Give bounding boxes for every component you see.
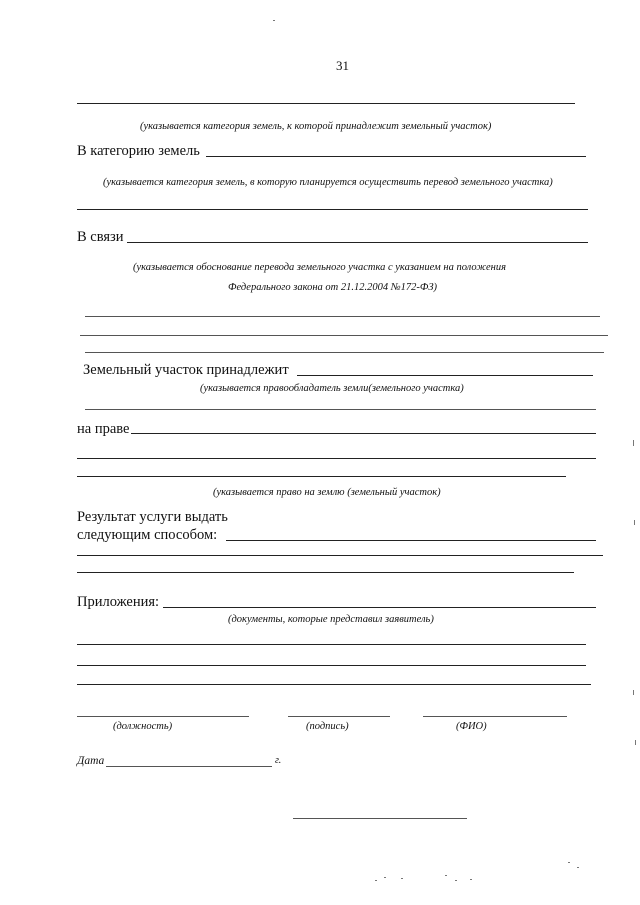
land-right-line-3[interactable] (77, 476, 566, 477)
scan-speck (401, 878, 403, 879)
target-category-caption: (указывается категория земель, в которую планируется осуществить перевод земельного участка) (103, 177, 553, 188)
full-name-field[interactable] (423, 716, 567, 717)
result-method-line-3[interactable] (77, 572, 574, 573)
scan-speck (635, 740, 636, 745)
justification-field[interactable] (127, 242, 588, 243)
land-right-label: на праве (77, 421, 130, 437)
result-method-line-2[interactable] (77, 555, 603, 556)
date-label: Дата (77, 755, 105, 767)
signature-caption: (подпись) (306, 721, 349, 732)
land-right-caption: (указывается право на землю (земельный участок) (213, 487, 441, 498)
scan-speck (384, 877, 386, 878)
scan-speck (375, 880, 377, 881)
scan-speck (634, 520, 635, 525)
full-name-caption: (ФИО) (456, 721, 487, 732)
justification-label: В связи (77, 229, 124, 245)
scan-speck (470, 879, 472, 880)
justification-caption-1: (указывается обоснование перевода земельного участка с указанием на положения (133, 262, 507, 273)
scan-speck (445, 875, 447, 876)
scan-speck (633, 690, 634, 695)
rights-holder-caption: (указывается правообладатель земли(земельного участка) (200, 383, 464, 394)
land-right-field[interactable] (131, 433, 596, 434)
scan-speck (455, 880, 457, 881)
scan-speck (273, 20, 275, 21)
position-caption: (должность) (113, 721, 173, 732)
attachments-field[interactable] (163, 607, 596, 608)
page-number: 31 (336, 58, 349, 73)
attachments-caption: (документы, которые представил заявитель) (228, 614, 434, 625)
result-method-field[interactable] (226, 540, 596, 541)
rights-holder-label: Земельный участок принадлежит (83, 362, 289, 378)
scan-speck (633, 440, 634, 446)
justification-line-4[interactable] (85, 352, 604, 353)
target-category-field[interactable] (206, 156, 586, 157)
justification-line-3[interactable] (80, 335, 608, 336)
justification-line-2[interactable] (85, 316, 600, 317)
land-category-caption: (указывается категория земель, к которой принадлежит земельный участок) (140, 121, 492, 132)
attachments-line-4[interactable] (77, 684, 591, 685)
result-label-line-1: Результат услуги выдать (77, 509, 228, 525)
justification-caption-2: Федерального закона от 21.12.2004 №172-ФЗ) (228, 282, 438, 293)
year-suffix: г. (275, 755, 282, 766)
attachments-line-2[interactable] (77, 644, 586, 645)
scan-speck (568, 862, 570, 863)
target-category-line-2[interactable] (77, 209, 588, 210)
scan-speck (577, 867, 579, 868)
land-right-line-2[interactable] (77, 458, 596, 459)
target-category-label: В категорию земель (77, 143, 200, 159)
date-field[interactable] (106, 766, 272, 767)
position-field[interactable] (77, 716, 249, 717)
land-category-line (77, 103, 575, 104)
attachments-line-3[interactable] (77, 665, 586, 666)
attachments-label: Приложения: (77, 594, 160, 610)
rights-holder-field[interactable] (297, 375, 593, 376)
bottom-signature-line[interactable] (293, 818, 467, 819)
rights-holder-line-2[interactable] (85, 409, 596, 410)
result-label-line-2: следующим способом: (77, 527, 218, 543)
signature-field[interactable] (288, 716, 390, 717)
